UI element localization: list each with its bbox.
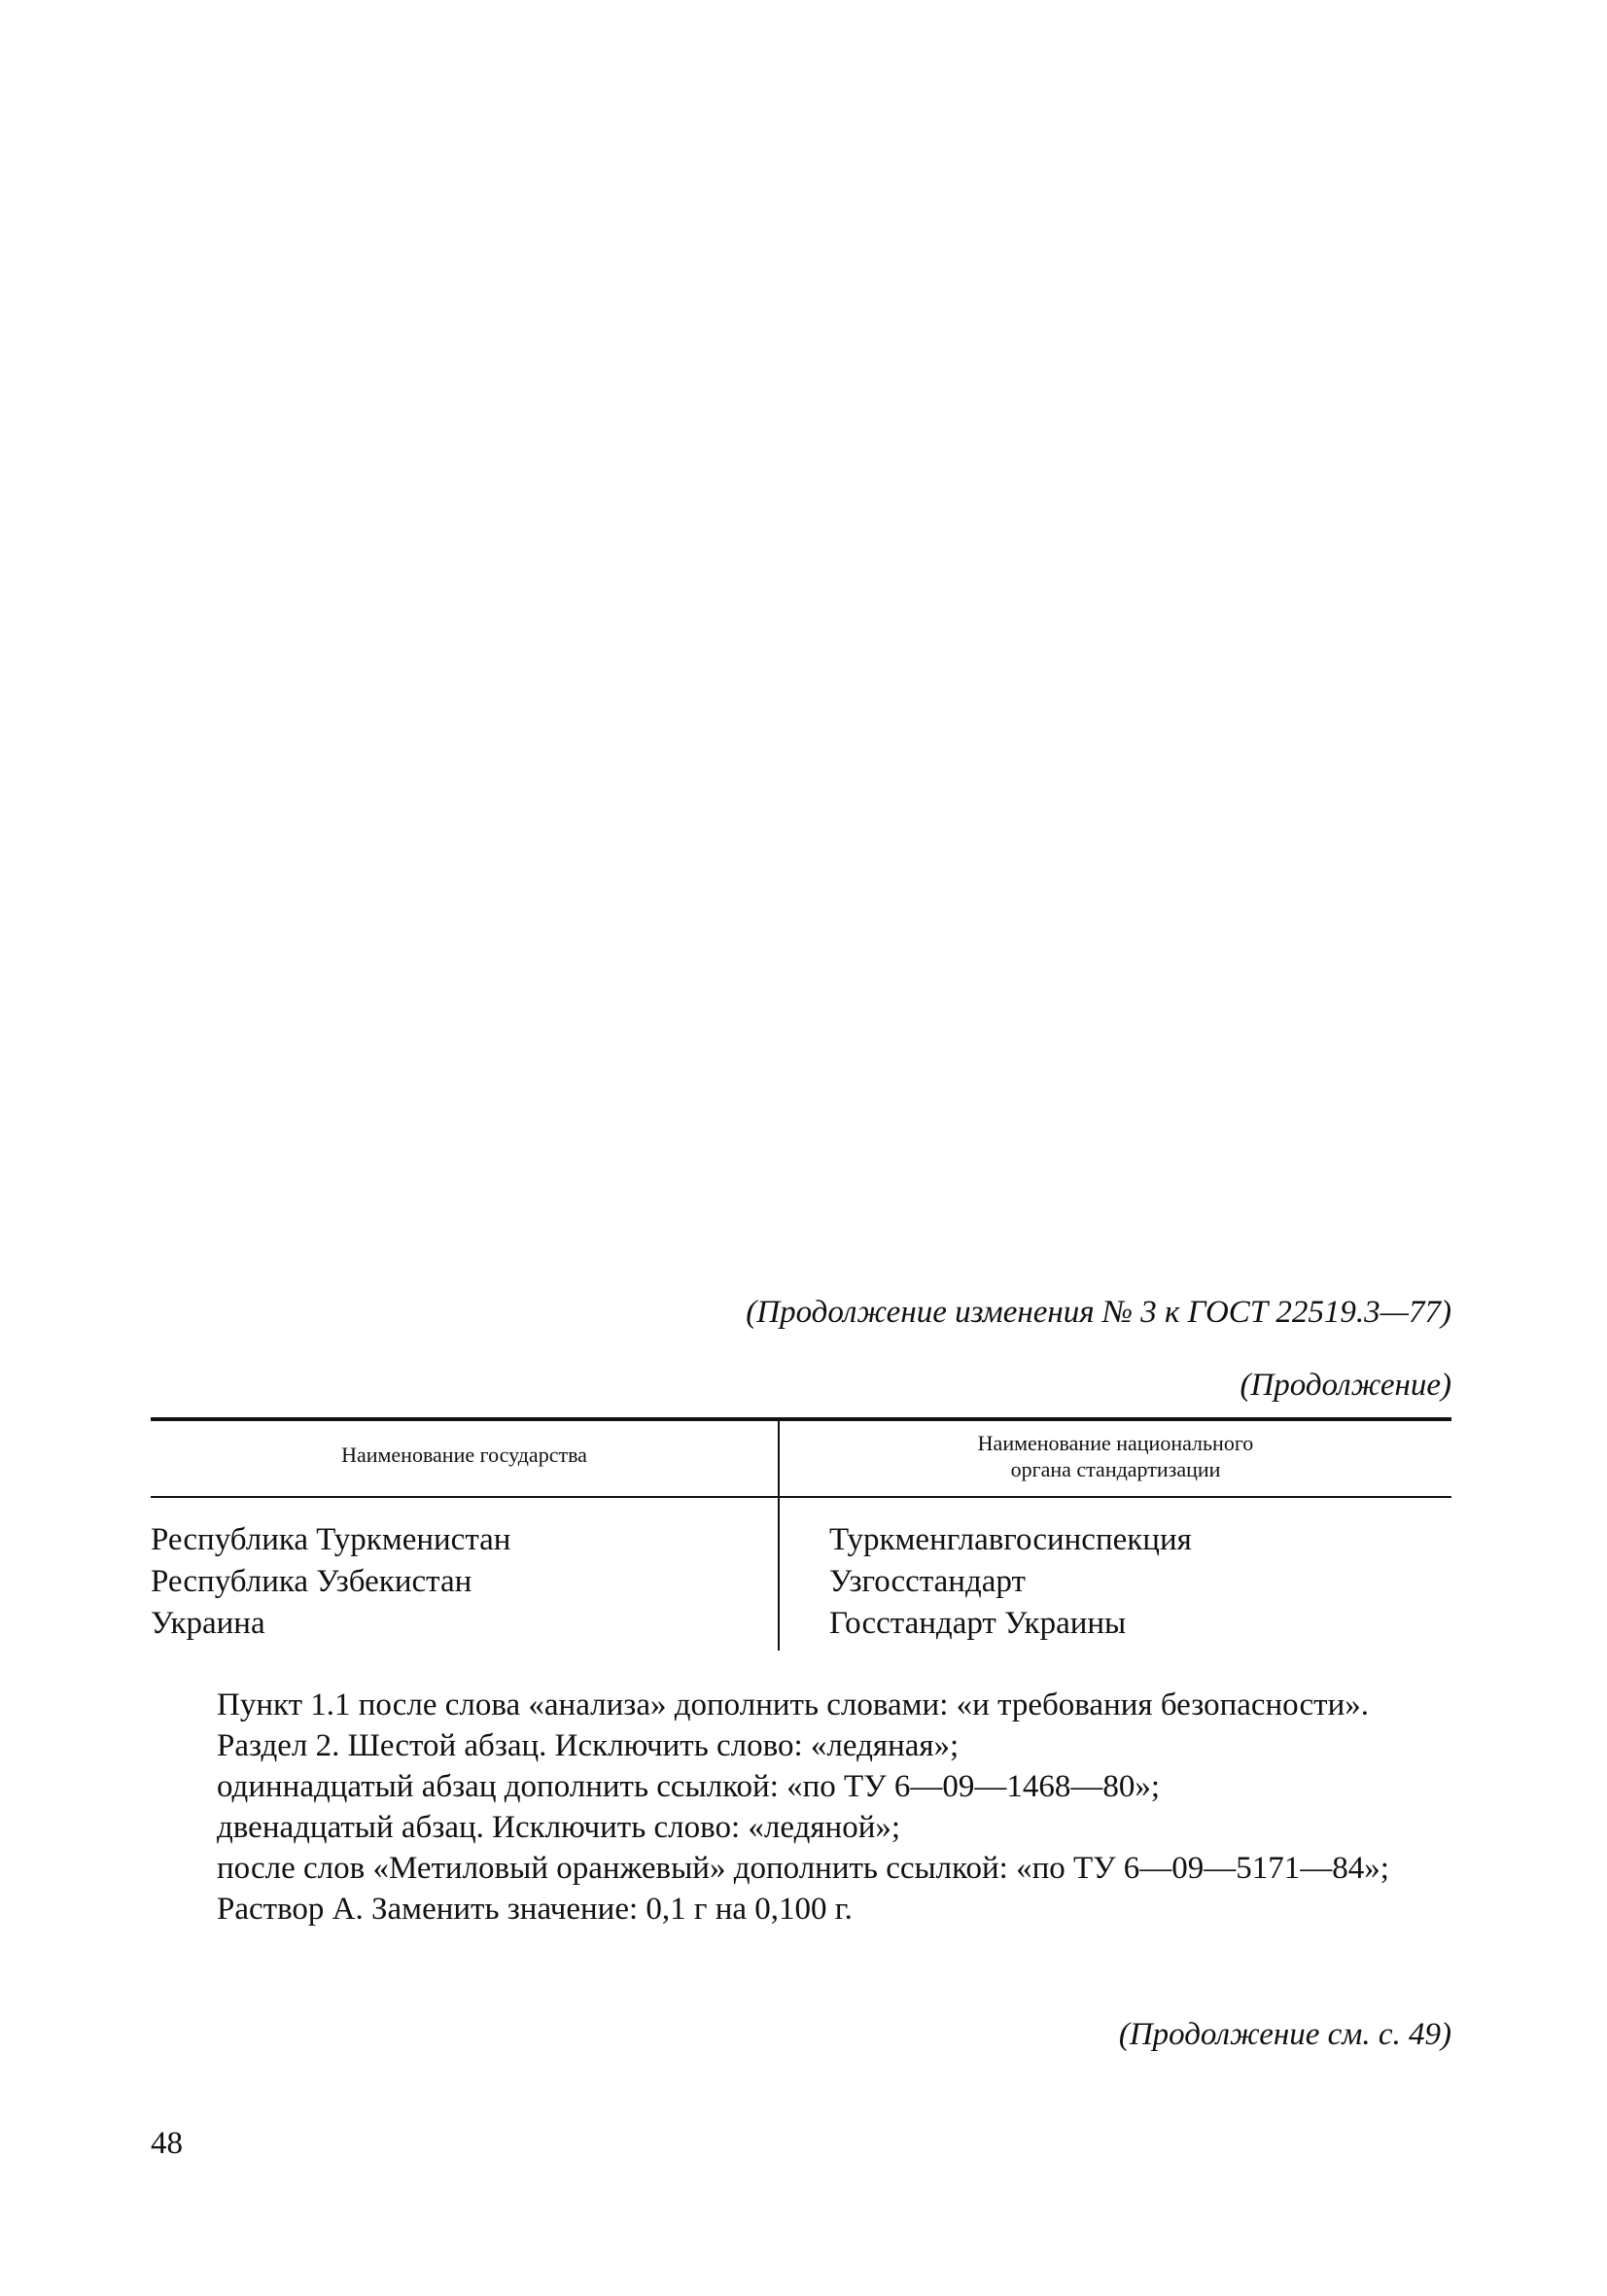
table-cell-state: Украина bbox=[151, 1606, 265, 1641]
page-number: 48 bbox=[151, 2126, 183, 2161]
paragraph: Раствор А. Заменить значение: 0,1 г на 0,100 г. bbox=[217, 1892, 853, 1927]
paragraph: двенадцатый абзац. Исключить слово: «ледяной»; bbox=[217, 1810, 901, 1845]
table-header-rule bbox=[151, 1496, 1451, 1498]
table-continuation-label: (Продолжение) bbox=[1240, 1368, 1451, 1403]
amendment-text bbox=[151, 1685, 1451, 1930]
table-cell-state: Республика Туркменистан bbox=[151, 1522, 511, 1557]
footer-continuation-note: (Продолжение см. с. 49) bbox=[1118, 2017, 1451, 2052]
column-header-organ-line2: органа стандартизации bbox=[1010, 1457, 1221, 1481]
paragraph: Раздел 2. Шестой абзац. Исключить слово: «ледяная»; bbox=[217, 1728, 960, 1763]
column-header-state: Наименование государства bbox=[341, 1443, 587, 1467]
table-cell-organ: Узгосстандарт bbox=[829, 1564, 1026, 1599]
paragraph: Пункт 1.1 после слова «анализа» дополнить словами: «и требования безопасности». bbox=[217, 1687, 1369, 1722]
paragraph: после слов «Метиловый оранжевый» дополнить ссылкой: «по ТУ 6—09—5171—84»; bbox=[217, 1851, 1389, 1886]
paragraph: одиннадцатый абзац дополнить ссылкой: «по ТУ 6—09—1468—80»; bbox=[217, 1769, 1160, 1804]
continuation-title: (Продолжение изменения № 3 к ГОСТ 22519.3—77) bbox=[746, 1295, 1451, 1330]
standards-bodies-table bbox=[151, 1417, 1451, 1651]
column-header-organ-line1: Наименование национального bbox=[977, 1431, 1254, 1455]
table-cell-organ: Туркменглавгосинспекция bbox=[829, 1522, 1192, 1557]
table-top-rule bbox=[151, 1417, 1451, 1421]
column-header-organ bbox=[780, 1430, 1451, 1482]
table-cell-state: Республика Узбекистан bbox=[151, 1564, 472, 1599]
table-cell-organ: Госстандарт Украины bbox=[829, 1606, 1127, 1641]
